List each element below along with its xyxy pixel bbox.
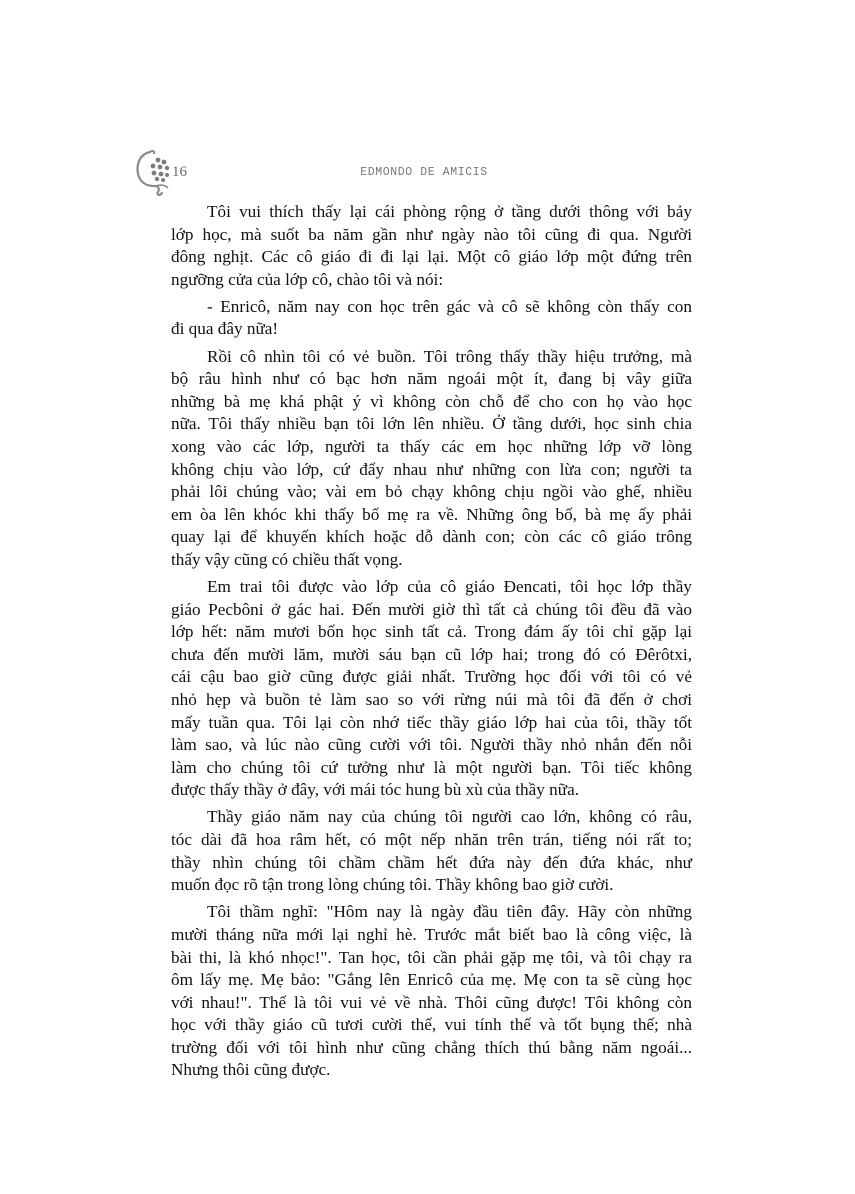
page-header (134, 148, 694, 198)
text-line: với nhau!". Thế là tôi vui vẻ về nhà. Thôi cũng được! Tôi không còn (171, 992, 692, 1012)
text-line: được thấy thầy ở đây, với mái tóc hung bù xù của thầy nữa. (171, 780, 580, 800)
text-line: Tôi vui thích thấy lại cái phòng rộng ở tầng dưới thông với bảy (207, 202, 692, 221)
text-line: thấy vậy cũng có chiều thất vọng. (171, 549, 403, 569)
paragraph (171, 806, 692, 896)
text-line: Em trai tôi được vào lớp của cô giáo Đencati, tôi học lớp thầy (207, 577, 692, 596)
text-line: lớp học, mà suốt ba năm gần như ngày nào tôi cũng đi qua. Người (171, 224, 692, 244)
text-line: bài thi, là khó nhọc!". Tan học, tôi cần phải gặp mẹ tôi, và tôi chạy ra (171, 947, 692, 967)
text-line: ngưỡng cửa của lớp cô, chào tôi và nói: (171, 269, 444, 289)
text-line: mười tháng nữa mới lại nghỉ hè. Trước mắt biết bao là công việc, là (171, 924, 692, 944)
text-line: đông nghịt. Các cô giáo đi đi lại lại. Một cô giáo lớp một đứng trên (171, 247, 692, 267)
text-line: - Enricô, năm nay con học trên gác và cô sẽ không còn thấy con (207, 296, 692, 316)
text-line: bộ râu hình như có bạc hơn năm ngoái một ít, đang bị vây giữa (171, 369, 692, 389)
text-line: những bà mẹ khá phật ý vì không còn chỗ để cho con họ vào học (171, 391, 692, 411)
text-line: quay lại để khuyến khích hoặc dỗ dành con; còn các cô giáo trông (171, 527, 692, 547)
text-line: chưa đến mười lăm, mười sáu bạn cũ lớp hai; trong đó có Đêrôtxi, (171, 644, 692, 664)
text-line: Nhưng thôi cũng được. (171, 1060, 331, 1080)
text-line: trường đối với tôi hình như cũng chẳng thích thú bằng năm ngoái... (171, 1037, 692, 1057)
running-title: EDMONDO DE AMICIS (360, 166, 488, 179)
text-line: đi qua đây nữa! (171, 319, 279, 339)
text-line: nữa. Tôi thấy nhiều bạn tôi lớn lên nhiều. Ở tầng dưới, học sinh chia (171, 414, 692, 434)
paragraph (171, 901, 692, 1082)
text-line: muốn đọc rõ tận trong lòng chúng tôi. Thầy không bao giờ cười. (171, 875, 614, 895)
page-number: 16 (172, 164, 187, 180)
text-line: mấy tuần qua. Tôi lại còn nhớ tiếc thầy giáo lớp hai của tôi, thầy tốt (171, 712, 692, 732)
text-line: học với thầy giáo cũ tươi cười thế, vui tính thế và tốt bụng thế; nhà (171, 1015, 692, 1035)
paragraph (171, 296, 692, 341)
text-line: Rồi cô nhìn tôi có vẻ buồn. Tôi trông thấy thầy hiệu trưởng, mà (207, 346, 692, 366)
paragraph (171, 201, 692, 291)
text-line: xong vào các lớp, người ta thấy các em học những lớp vỡ lòng (171, 436, 692, 456)
text-line: tóc dài đã hoa râm hết, có một nếp nhăn trên trán, tiếng nói rất to; (171, 830, 692, 850)
text-line: ôm lấy mẹ. Mẹ bảo: "Gắng lên Enricô của mẹ. Mẹ con ta sẽ cùng học (171, 970, 692, 990)
text-line: lớp hết: năm mươi bốn học sinh tất cả. Trong đám ấy tôi chỉ gặp lại (171, 622, 692, 642)
text-line: làm cho chúng tôi cứ tưởng như là một người bạn. Tôi tiếc không (171, 757, 692, 777)
text-line: cái cậu bao giờ cũng được giải nhất. Trường học đối với tôi có vẻ (171, 667, 692, 687)
text-line: làm sao, và lúc nào cũng cười với tôi. Người thầy nhỏ nhắn đến nỗi (171, 735, 692, 755)
text-line: em òa lên khóc khi thấy bố mẹ ra về. Những ông bố, bà mẹ ấy phải (171, 504, 692, 524)
paragraph (171, 576, 692, 802)
text-line: nhỏ hẹp và buồn tẻ làm sao so với rừng núi mà tôi đã đến ở chơi (171, 689, 692, 709)
text-line: Tôi thầm nghĩ: "Hôm nay là ngày đầu tiên đây. Hãy còn những (207, 902, 692, 922)
text-line: không chịu vào lớp, cứ đẩy nhau như những con lừa con; người ta (171, 459, 692, 479)
paragraph (171, 346, 692, 572)
body-text (171, 201, 692, 1087)
text-line: thầy nhìn chúng tôi chầm chầm hết đứa này đến đứa khác, như (171, 852, 692, 872)
text-line: giáo Pecbôni ở gác hai. Đến mười giờ thì tất cả chúng tôi đều đã vào (171, 599, 692, 619)
text-line: Thầy giáo năm nay của chúng tôi người cao lớn, không có râu, (207, 807, 692, 827)
text-line: phải lôi chúng vào; vài em bỏ chạy không chịu ngồi vào ghế, nhiều (171, 482, 692, 502)
